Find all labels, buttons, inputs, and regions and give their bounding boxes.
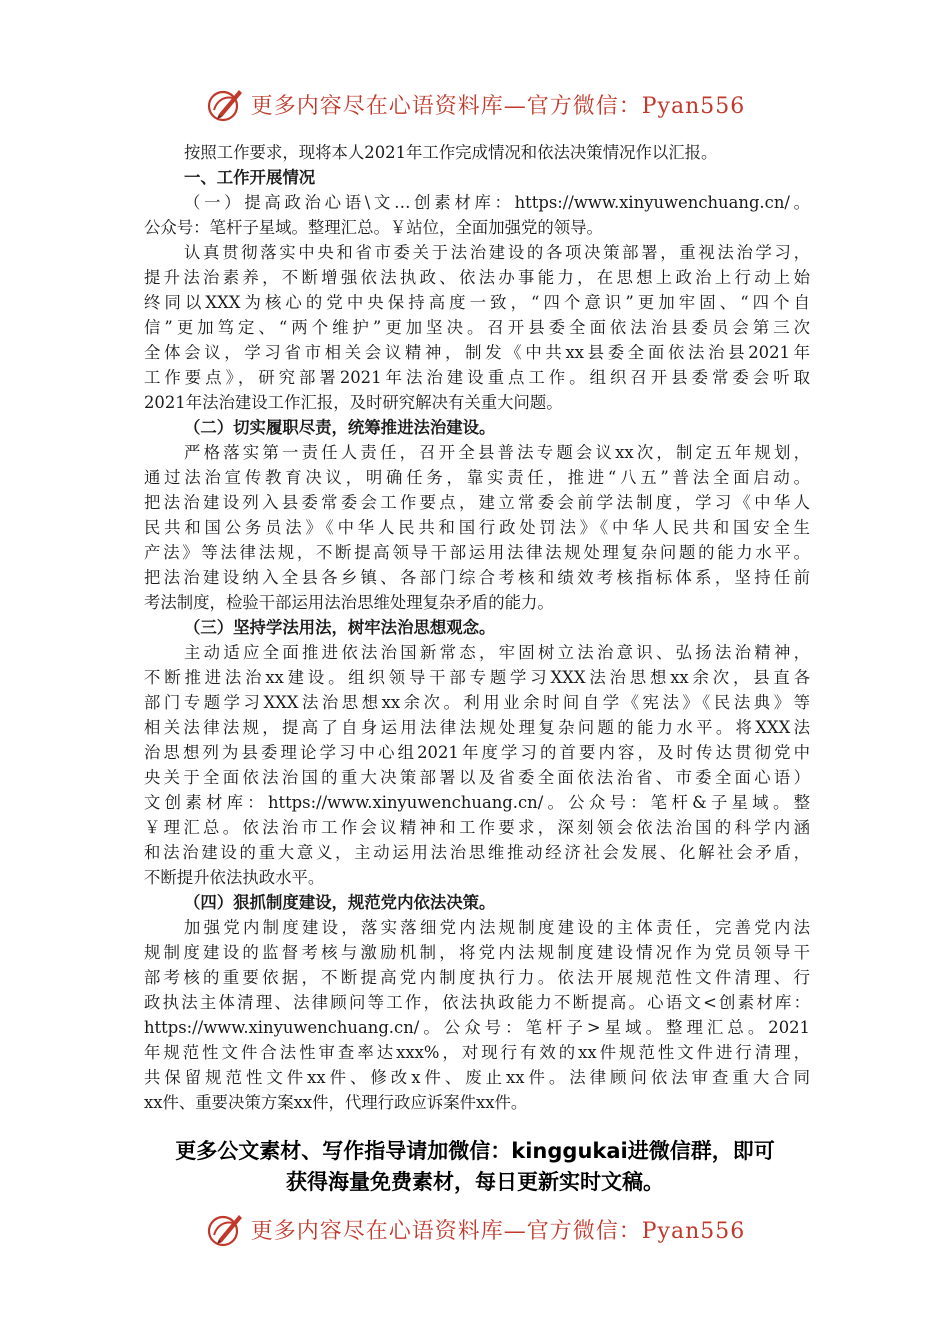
pen-logo-icon	[205, 1209, 245, 1249]
paragraph-line: 终同以XXX为核心的党中央保持高度一致，“四个意识”更加牢固、“四个自	[144, 293, 810, 312]
paragraph-line: 规制度建设的监督考核与激励机制，将党内法规制度建设情况作为党员领导干	[144, 943, 810, 962]
footer-banner-text: 更多内容尽在心语资料库—官方微信：Pyan556	[250, 1218, 746, 1244]
paragraph-line: 工作要点》，研究部署2021年法治建设重点工作。组织召开县委常委会听取	[144, 368, 810, 387]
paragraph-line: 共保留规范性文件xx件、修改x件、废止xx件。法律顾问依法审查重大合同	[144, 1068, 810, 1087]
paragraph-line: 年规范性文件合法性审查率达xxx%，对现行有效的xx件规范性文件进行清理，	[144, 1043, 810, 1062]
paragraph-line: https://www.xinyuwenchuang.cn/。公众号：笔杆子>星域。整理汇总。2021	[144, 1018, 810, 1037]
header-banner-text: 更多内容尽在心语资料库—官方微信：Pyan556	[250, 93, 746, 119]
section-heading: 一、工作开展情况	[184, 168, 316, 187]
paragraph-line: 公众号：笔杆子星域。整理汇总。￥站位，全面加强党的领导。	[144, 218, 603, 237]
header-banner[interactable]	[0, 82, 950, 126]
paragraph-line: 民共和国公务员法》《中华人民共和国行政处罚法》《中华人民共和国安全生	[144, 518, 810, 537]
paragraph-line: 2021年法治建设工作汇报，及时研究解决有关重大问题。	[144, 393, 563, 412]
document-body	[144, 140, 810, 1115]
pen-logo-icon	[205, 84, 245, 124]
section-heading: （三）坚持学法用法，树牢法治思想观念。	[184, 618, 496, 637]
paragraph-line: （一）提高政治心语\文…创素材库：https://www.xinyuwenchuang.cn/。	[184, 193, 810, 212]
paragraph-line: 央关于全面依法治国的重大决策部署以及省委全面依法治省、市委全面心语）	[144, 768, 810, 787]
paragraph-line: 加强党内制度建设，落实落细党内法规制度建设的主体责任，完善党内法	[184, 918, 810, 937]
footer-banner[interactable]	[0, 1207, 950, 1251]
paragraph-line: 考法制度，检验干部运用法治思维处理复杂矛盾的能力。	[144, 593, 554, 612]
paragraph-line: 和法治建设的重大意义，主动运用法治思维推动经济社会发展、化解社会矛盾，	[144, 843, 810, 862]
paragraph-line: 认真贯彻落实中央和省市委关于法治建设的各项决策部署，重视法治学习，	[184, 243, 810, 262]
paragraph-line: xx件、重要决策方案xx件，代理行政应诉案件xx件。	[144, 1093, 528, 1112]
paragraph-line: 提升法治素养，不断增强依法执政、依法办事能力，在思想上政治上行动上始	[144, 268, 810, 287]
paragraph-line: 按照工作要求，现将本人2021年工作完成情况和依法决策情况作以汇报。	[184, 143, 718, 162]
paragraph-line: 相关法律法规，提高了自身运用法律法规处理复杂问题的能力水平。将XXX法	[144, 718, 810, 737]
section-heading: （二）切实履职尽责，统筹推进法治建设。	[184, 418, 496, 437]
paragraph-line: 治思想列为县委理论学习中心组2021年度学习的首要内容，及时传达贯彻党中	[144, 743, 810, 762]
paragraph-line: ￥理汇总。依法治市工作会议精神和工作要求，深刻领会依法治国的科学内涵	[144, 818, 810, 837]
promo-notice	[120, 1136, 830, 1198]
paragraph-line: 把法治建设纳入全县各乡镇、各部门综合考核和绩效考核指标体系，坚持任前	[144, 568, 810, 587]
paragraph-line: 全体会议，学习省市相关会议精神，制发《中共xx县委全面依法治县2021年	[144, 343, 810, 362]
paragraph-line: 主动适应全面推进依法治国新常态，牢固树立法治意识、弘扬法治精神，	[184, 643, 810, 662]
paragraph-line: 信”更加笃定、“两个维护”更加坚决。召开县委全面依法治县委员会第三次	[144, 318, 810, 337]
promo-line-2: 获得海量免费素材，每日更新实时文稿。	[286, 1170, 664, 1194]
paragraph-line: 文创素材库：https://www.xinyuwenchuang.cn/。公众号：笔杆&子星域。整	[144, 793, 810, 812]
paragraph-line: 把法治建设列入县委常委会工作要点，建立常委会前学法制度，学习《中华人	[144, 493, 810, 512]
paragraph-line: 不断提升依法执政水平。	[144, 868, 325, 887]
paragraph-line: 部考核的重要依据，不断提高党内制度执行力。依法开展规范性文件清理、行	[144, 968, 810, 987]
promo-line-1: 更多公文素材、写作指导请加微信：kinggukai进微信群，即可	[175, 1139, 775, 1163]
paragraph-line: 通过法治宣传教育决议，明确任务，靠实责任，推进“八五”普法全面启动。	[144, 468, 810, 487]
section-heading: （四）狠抓制度建设，规范党内依法决策。	[184, 893, 496, 912]
paragraph-line: 严格落实第一责任人责任，召开全县普法专题会议xx次，制定五年规划，	[184, 443, 810, 462]
paragraph-line: 产法》等法律法规，不断提高领导干部运用法律法规处理复杂问题的能力水平。	[144, 543, 810, 562]
paragraph-line: 部门专题学习XXX法治思想xx余次。利用业余时间自学《宪法》《民法典》等	[144, 693, 810, 712]
paragraph-line: 不断推进法治xx建设。组织领导干部专题学习XXX法治思想xx余次，县直各	[144, 668, 810, 687]
paragraph-line: 政执法主体清理、法律顾问等工作，依法执政能力不断提高。心语文<创素材库：	[144, 993, 810, 1012]
